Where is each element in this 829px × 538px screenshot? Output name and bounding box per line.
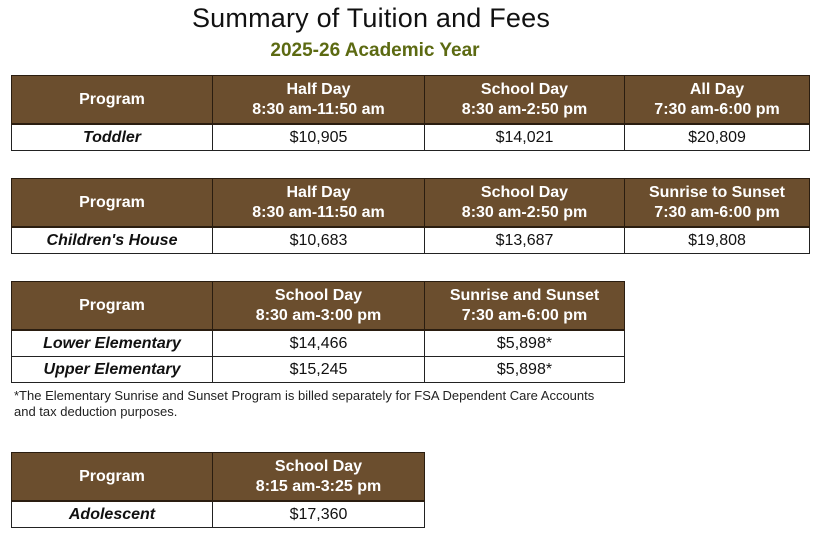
table-row — [12, 124, 810, 151]
toddler-tuition-table — [11, 75, 810, 151]
footnote: *The Elementary Sunrise and Sunset Program is billed separately for FSA Dependent Care Accounts and tax deduction purposes. — [14, 388, 595, 419]
header-program: Program — [12, 76, 213, 125]
table-row — [12, 501, 425, 528]
tuition-value: $19,808 — [625, 227, 810, 254]
elementary-tuition-table — [11, 281, 625, 383]
table-header-row — [12, 179, 810, 228]
tuition-value: $14,021 — [425, 124, 625, 151]
table-header-row — [12, 282, 625, 331]
header-program: Program — [12, 453, 213, 502]
header-half-day: Half Day 8:30 am-11:50 am — [213, 76, 425, 125]
program-name: Toddler — [12, 124, 213, 151]
tuition-value: $10,683 — [213, 227, 425, 254]
header-school-day: School Day 8:30 am-3:00 pm — [213, 282, 425, 331]
header-school-day: School Day 8:30 am-2:50 pm — [425, 76, 625, 125]
header-sunrise-and-sunset: Sunrise and Sunset 7:30 am-6:00 pm — [425, 282, 625, 331]
header-half-day: Half Day 8:30 am-11:50 am — [213, 179, 425, 228]
page-title: Summary of Tuition and Fees — [191, 3, 551, 33]
childrens-house-tuition-table — [11, 178, 810, 254]
academic-year-subtitle: 2025-26 Academic Year — [270, 40, 480, 61]
header-program: Program — [12, 282, 213, 331]
header-sunrise-to-sunset: Sunrise to Sunset 7:30 am-6:00 pm — [625, 179, 810, 228]
table-row — [12, 357, 625, 383]
tuition-value: $13,687 — [425, 227, 625, 254]
program-name: Children's House — [12, 227, 213, 254]
adolescent-tuition-table — [11, 452, 425, 528]
tuition-value: $10,905 — [213, 124, 425, 151]
header-all-day: All Day 7:30 am-6:00 pm — [625, 76, 810, 125]
program-name: Upper Elementary — [12, 357, 213, 383]
program-name: Adolescent — [12, 501, 213, 528]
tuition-value: $17,360 — [213, 501, 425, 528]
tuition-value: $5,898* — [425, 330, 625, 357]
table-header-row — [12, 76, 810, 125]
tuition-value: $20,809 — [625, 124, 810, 151]
header-program: Program — [12, 179, 213, 228]
table-row — [12, 227, 810, 254]
tuition-value: $14,466 — [213, 330, 425, 357]
table-row — [12, 330, 625, 357]
table-header-row — [12, 453, 425, 502]
tuition-value: $15,245 — [213, 357, 425, 383]
tuition-value: $5,898* — [425, 357, 625, 383]
header-school-day: School Day 8:15 am-3:25 pm — [213, 453, 425, 502]
program-name: Lower Elementary — [12, 330, 213, 357]
header-school-day: School Day 8:30 am-2:50 pm — [425, 179, 625, 228]
